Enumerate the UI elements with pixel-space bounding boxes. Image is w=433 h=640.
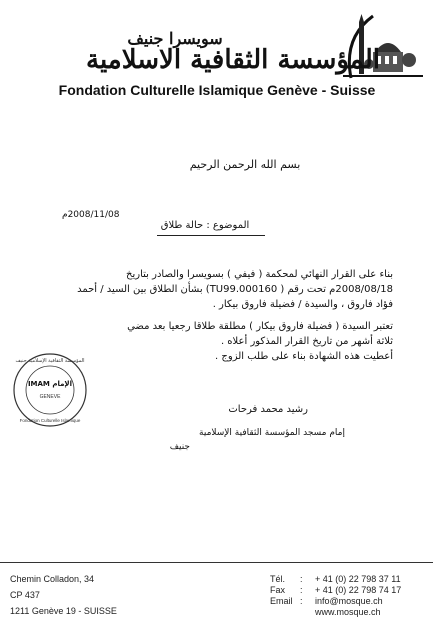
footer-email-label: Email [270, 596, 293, 606]
official-stamp [12, 352, 88, 428]
footer-colon: : [300, 585, 303, 595]
signature-name: رشيد محمد فرحات [228, 404, 308, 415]
stamp-bottom-text: Fondation Culturelle Islamique [19, 418, 81, 423]
letterhead-arabic-name: المؤسسة الثقافية الاسلامية [86, 45, 380, 75]
stamp-imam-label: IMAM الإمام [27, 380, 73, 388]
footer-address-line: CP 437 [10, 590, 40, 600]
paragraph1-line: بناء على القرار النهائي لمحكمة ( فيفي ) بسويسرا والصادر بتاريخ [126, 269, 393, 280]
subject-underline [157, 235, 265, 236]
paragraph1-line: 2008/08/18م تحت رقم ( TU99.000160) بشأن الطلاق بين السيد / أحمد [77, 284, 393, 295]
footer-address-line: Chemin Colladon, 34 [10, 574, 95, 584]
letterhead-french-name: Fondation Culturelle Islamique Genève - Suisse [58, 82, 376, 98]
footer-address-line: 1211 Genève 19 - SUISSE [10, 606, 117, 616]
footer-fax-value: + 41 (0) 22 798 74 17 [315, 585, 402, 595]
footer-email-value: info@mosque.ch [315, 596, 383, 606]
footer-tel-label: Tél. [270, 574, 286, 584]
paragraph1-line: فؤاد فاروق ، والسيدة / فضيلة فاروق بيكار . [212, 299, 393, 310]
footer-website-value: www.mosque.ch [315, 607, 381, 617]
letterhead-arabic-city: سويسرا جنيف [127, 29, 223, 48]
footer-divider [0, 562, 433, 563]
imam-title: إمام مسجد المؤسسة الثقافية الإسلامية [199, 428, 345, 438]
footer-fax-label: Fax [270, 585, 286, 595]
letter-subject: الموضوع : حالة طلاق [160, 220, 250, 231]
imam-city: جنيف [169, 442, 190, 452]
footer-colon: : [300, 574, 303, 584]
basmala: بسم الله الرحمن الرحيم [189, 158, 301, 171]
paragraph2-line: أعطيت هذه الشهادة بناء على طلب الزوج . [215, 351, 393, 362]
paragraph2-line: تعتبر السيدة ( فضيلة فاروق بيكار ) مطلقة طلاقا رجعيا بعد مضي [127, 321, 393, 332]
paragraph2-line: ثلاثة أشهر من تاريخ القرار المذكور أعلاه . [220, 336, 393, 347]
footer-colon: : [300, 596, 303, 606]
stamp-city: GENEVE [39, 394, 61, 400]
footer-tel-value: + 41 (0) 22 798 37 11 [315, 574, 401, 584]
stamp-outer-text: المؤسسة الثقافية الإسلامية جنيف [15, 358, 85, 364]
letter-date: 2008/11/08م [62, 210, 120, 220]
